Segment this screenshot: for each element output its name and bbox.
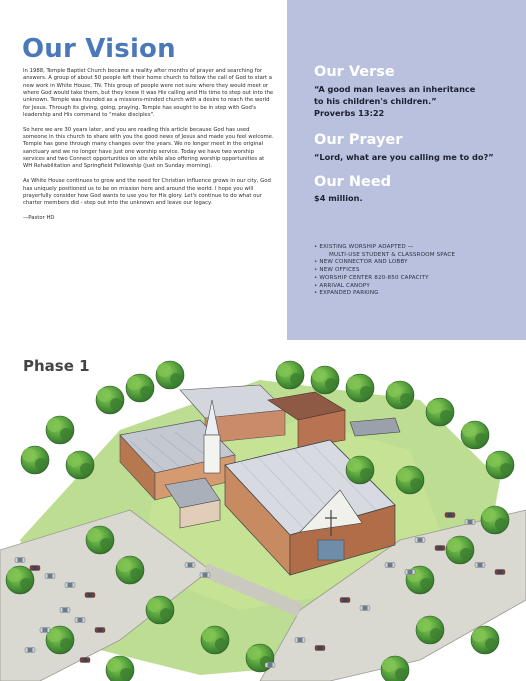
need-item: • EXISTING WORSHIP ADAPTED — [314,244,414,250]
need-item: • ARRIVAL CANOPY [314,282,370,289]
need-item: • NEW CONNECTOR AND LOBBY [314,259,408,266]
need-heading: Our Need [314,174,392,190]
church-site-rendering [0,340,526,681]
need-item: • NEW OFFICES [314,267,360,274]
vision-column [0,0,287,340]
prayer-text: “Lord, what are you calling me to do?” [314,152,494,162]
vision-paragraph-1: In 1988, Temple Baptist Church became a reality after months of prayer and searching for answers. A group of about 50 people left their home church to follow the call of God to start a new work in White House, TN. This group of people were not sure where they would meet or where God would take them, but they knew it was His calling and His time to step out into the unknown. Temple was founded as a missions-minded church with a desire to reach the world for Jesus. Through its giving, going, praying, Temple has sought to be in step with God's leadership and His command to "make disciples". [23,68,274,119]
verse-line-2: to his children's children.” [314,96,437,106]
verse-line-1: “A good man leaves an inheritance [314,84,476,94]
phase-heading: Phase 1 [23,357,90,375]
info-panel [287,0,526,340]
need-item: • WORSHIP CENTER 820-850 CAPACITY [314,274,429,281]
need-list [314,244,455,298]
entry-glass [318,540,344,560]
pastor-signature: —Pastor HD [23,214,55,221]
page-title: Our Vision [22,34,176,64]
steeple-tower [204,435,220,473]
need-item: MULTI-USE STUDENT & CLASSROOM SPACE [329,251,456,258]
verse-reference: Proverbs 13:22 [314,108,385,118]
prayer-heading: Our Prayer [314,132,403,148]
need-item: • EXPANDED PARKING [314,290,379,297]
need-amount: $4 million. [314,193,363,203]
verse-heading: Our Verse [314,64,395,80]
vision-paragraph-3: As White House continues to grow and the need for Christian influence grows in our city, God has uniquely positioned us to be on mission here and around the world. I hope you will prayerfully consider how God wants to use you for His glory. Let's continue to do what our charter members did - step out into the unknown and leave our legacy. [23,178,271,207]
vision-article [23,68,275,230]
vision-paragraph-2: So here we are 30 years later, and you are reading this article because God has used someone in this church to share with you the good news of Jesus and made you feel welcome. Temple has gone through many changes over the years. We no longer meet in the original sanctuary and we no longer have just one worship service. Today we have two worship services and two Connect opportunities on site while also offering worship opportunities at WH Rehabilitation and Springfield Fellowship (just on Sunday morning). [23,126,274,170]
